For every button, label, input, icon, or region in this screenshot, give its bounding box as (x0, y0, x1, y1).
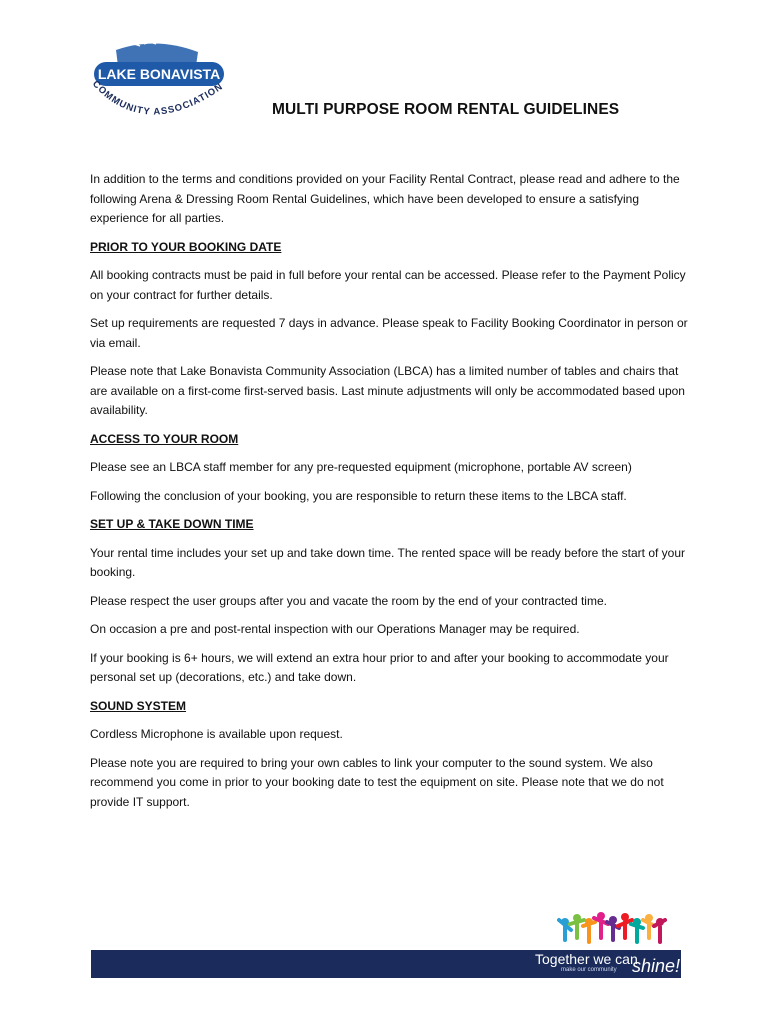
intro-paragraph: In addition to the terms and conditions provided on your Facility Rental Contract, please read and adhere to the following Arena & Dressing Room Rental Guidelines, which have been developed to ensure a satisfying experience for all parties. (90, 172, 680, 225)
logo-arc-text: COMMUNITY ASSOCIATION (89, 78, 226, 118)
tagline-together: Together we can (535, 951, 638, 967)
paragraph: Please respect the user groups after you and vacate the room by the end of your contracted time. (90, 593, 607, 608)
paragraph: Your rental time includes your set up and take down time. The rented space will be ready before the start of your booking. (90, 545, 686, 579)
lbca-logo (86, 40, 231, 122)
footer-banner (91, 908, 681, 978)
section-heading-sound: SOUND SYSTEM (90, 698, 187, 713)
paragraph: All booking contracts must be paid in full before your rental can be accessed. Please refer to the Payment Policy on your contract for further details. (90, 268, 686, 302)
section-heading-prior-booking: PRIOR TO YOUR BOOKING DATE (90, 239, 282, 254)
logo-name-text: LAKE BONAVISTA (97, 66, 221, 82)
document-body (90, 170, 690, 821)
section-heading-access: ACCESS TO YOUR ROOM (90, 431, 239, 446)
page-title: MULTI PURPOSE ROOM RENTAL GUIDELINES (272, 101, 620, 118)
people-figures-icon (557, 908, 667, 952)
section-heading-setup: SET UP & TAKE DOWN TIME (90, 517, 254, 531)
paragraph: On occasion a pre and post-rental inspection with our Operations Manager may be required. (90, 622, 580, 636)
paragraph: Please note you are required to bring your own cables to link your computer to the sound system. We also recommend you come in prior to your booking date to test the equipment on site. Please note that we do not provide IT support. (90, 755, 664, 809)
paragraph: Please note that Lake Bonavista Community Association (LBCA) has a limited number of tables and chairs that are available on a first-come first-served basis. Last minute adjustments will only be accommodated based upon availability. (90, 364, 685, 417)
paragraph: Set up requirements are requested 7 days in advance. Please speak to Facility Booking Coordinator in person or via email. (90, 316, 688, 350)
tagline-community: make our community (561, 967, 617, 973)
paragraph: Please see an LBCA staff member for any pre-requested equipment (microphone, portable AV screen) (90, 460, 632, 474)
paragraph: Cordless Microphone is available upon request. (90, 727, 343, 741)
paragraph: If your booking is 6+ hours, we will extend an extra hour prior to and after your booking to accommodate your personal set up (decorations, etc.) and take down. (90, 650, 669, 684)
tagline-shine: shine! (632, 956, 681, 976)
paragraph: Following the conclusion of your booking, you are responsible to return these items to the LBCA staff. (90, 488, 627, 503)
